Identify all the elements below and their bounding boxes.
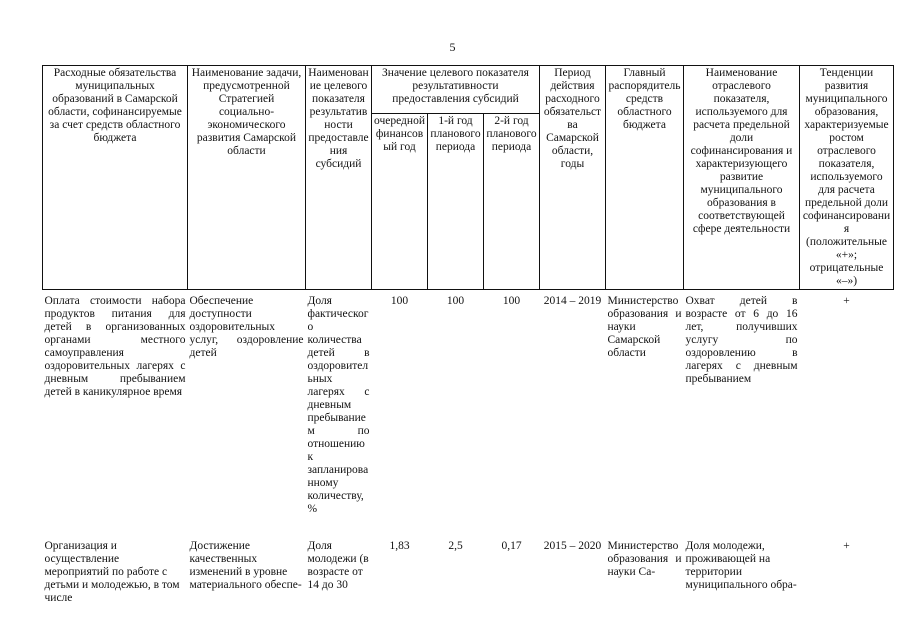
row-period: 2014 – 2019 <box>543 295 602 307</box>
header-budget-manager: Главный распорядитель средств областного бюджета <box>606 66 684 290</box>
row-task: Достижение качественных изменений в уровне материального обеспе- <box>189 539 302 591</box>
row-value-plan-2: 100 <box>502 295 521 307</box>
header-period: Период действия расходного обязательства Самарской области, годы <box>540 66 606 290</box>
page-number: 5 <box>449 40 456 54</box>
table-row <box>43 535 894 606</box>
row-value-plan-1: 100 <box>446 295 465 307</box>
header-task: Наименование задачи, предусмотренной Стратегией социально-экономического развития Самарской области <box>188 66 306 290</box>
row-obligation: Оплата стоимости набора продуктов питания для детей в организованных органами местного самоуправления оздоровительных лагерях с дневным пребыванием детей в каникулярное время <box>44 295 186 398</box>
header-current-year: очередной финансовый год <box>372 114 428 290</box>
row-value-current: 100 <box>390 295 409 307</box>
header-trend: Тенденции развития муниципального образования, характеризуемые ростом отраслевого показателя, используемого для расчета предельной доли софинансирования (положительные «+»; отрицательные «–») <box>800 66 894 290</box>
subsidy-table <box>42 65 894 606</box>
row-budget-manager: Министерство образования и науки Самарской области <box>607 295 682 359</box>
row-value-current: 1,83 <box>389 539 410 552</box>
row-trend: + <box>843 539 850 552</box>
row-indicator: Доля молодежи (в возрасте от 14 до 30 <box>307 539 369 591</box>
header-obligations: Расходные обязательства муниципальных образований в Самарской области, софинансируемые за счет средств областного бюджета <box>43 66 188 290</box>
row-sector-indicator: Доля молодежи, проживающей на территории муниципального обра- <box>685 539 797 591</box>
header-row-top <box>43 66 894 114</box>
header-sector-indicator: Наименование отраслевого показателя, используемого для расчета предельной доли софинансирования и характеризующего развитие муниципального образования в соответствующей сфере деятельности <box>684 66 800 290</box>
header-plan-year-2: 2-й год планового периода <box>484 114 540 290</box>
row-value-plan-2: 0,17 <box>501 539 522 552</box>
row-obligation: Организация и осуществление мероприятий по работе с детьми и молодежью, в том числе <box>44 539 180 604</box>
header-indicator-values: Значение целевого показателя результативности предоставления субсидий <box>372 66 540 114</box>
header-plan-year-1: 1-й год планового периода <box>428 114 484 290</box>
row-value-plan-1: 2,5 <box>448 539 463 552</box>
row-period: 2015 – 2020 <box>543 539 602 552</box>
row-task: Обеспечение доступности оздоровительных услуг, оздоровление детей <box>189 295 304 359</box>
row-budget-manager: Министерство образования и науки Са- <box>607 539 682 578</box>
row-sector-indicator: Охват детей в возрасте от 6 до 16 лет, получивших услугу по оздоровлению в лагерях с дневным пребыванием <box>685 295 798 385</box>
row-trend: + <box>843 295 850 307</box>
row-indicator: Доля фактического количества детей в оздоровительных лагерях с дневным пребыванием по отношению к запланированному количеству, % <box>307 295 370 515</box>
header-indicator-name: Наименование целевого показателя результативности предоставления субсидий <box>306 66 372 290</box>
table-row <box>43 290 894 535</box>
